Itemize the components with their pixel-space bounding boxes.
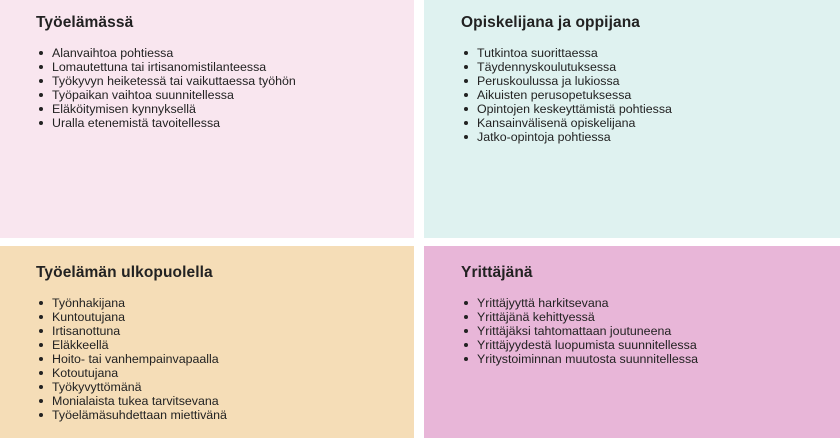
list-item: Yritystoiminnan muutosta suunnitellessa: [477, 352, 797, 366]
list-item: Alanvaihtoa pohtiessa: [52, 46, 372, 60]
list-item: Yrittäjänä kehittyessä: [477, 310, 797, 324]
panel-title: Työelämän ulkopuolella: [36, 264, 213, 281]
list-item: Työelämäsuhdettaan miettivänä: [52, 408, 372, 422]
list-item: Uralla etenemistä tavoitellessa: [52, 116, 372, 130]
panel-list: [461, 46, 797, 144]
panel-list: [461, 296, 797, 366]
panel-entrepreneur: [424, 246, 840, 438]
panel-title: Yrittäjänä: [461, 264, 533, 281]
panel-student: [424, 0, 840, 238]
list-item: Kuntoutujana: [52, 310, 372, 324]
list-item: Monialaista tukea tarvitsevana: [52, 394, 372, 408]
list-item: Irtisanottuna: [52, 324, 372, 338]
panel-outside-working-life: [0, 246, 414, 438]
panel-title: Työelämässä: [36, 14, 134, 31]
list-item: Eläköitymisen kynnyksellä: [52, 102, 372, 116]
panel-title: Opiskelijana ja oppijana: [461, 14, 640, 31]
list-item: Peruskoulussa ja lukiossa: [477, 74, 797, 88]
list-item: Työkyvyn heiketessä tai vaikuttaessa työhön: [52, 74, 372, 88]
list-item: Täydennyskoulutuksessa: [477, 60, 797, 74]
panel-working-life: [0, 0, 414, 238]
list-item: Tutkintoa suorittaessa: [477, 46, 797, 60]
list-item: Aikuisten perusopetuksessa: [477, 88, 797, 102]
list-item: Lomautettuna tai irtisanomistilanteessa: [52, 60, 372, 74]
list-item: Työpaikan vaihtoa suunnitellessa: [52, 88, 372, 102]
list-item: Hoito- tai vanhempainvapaalla: [52, 352, 372, 366]
list-item: Kotoutujana: [52, 366, 372, 380]
list-item: Kansainvälisenä opiskelijana: [477, 116, 797, 130]
list-item: Työnhakijana: [52, 296, 372, 310]
list-item: Jatko-opintoja pohtiessa: [477, 130, 797, 144]
list-item: Työkyvyttömänä: [52, 380, 372, 394]
panel-list: [36, 296, 372, 422]
list-item: Opintojen keskeyttämistä pohtiessa: [477, 102, 797, 116]
list-item: Yrittäjyydestä luopumista suunnitellessa: [477, 338, 797, 352]
panel-list: [36, 46, 372, 130]
list-item: Yrittäjyyttä harkitsevana: [477, 296, 797, 310]
list-item: Yrittäjäksi tahtomattaan joutuneena: [477, 324, 797, 338]
list-item: Eläkkeellä: [52, 338, 372, 352]
